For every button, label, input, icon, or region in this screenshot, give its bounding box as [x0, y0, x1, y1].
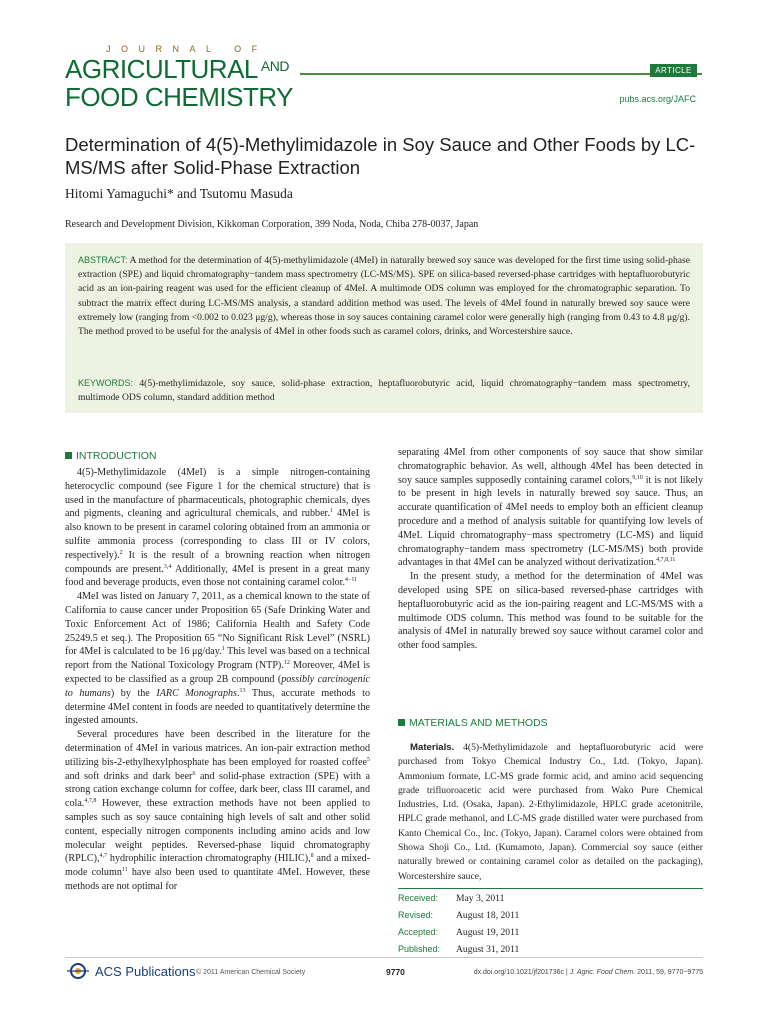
date-row: Published: August 31, 2011: [398, 944, 520, 955]
journal-name-line2: FOOD CHEMISTRY: [65, 82, 293, 112]
footer-rule: [65, 957, 703, 958]
materials-paragraph: [398, 741, 703, 884]
intro-paragraph-1: 4(5)-Methylimidazole (4MeI) is a simple nitrogen-containing heterocyclic compound (see Figure 1 for the chemical structure) that is used in the manufacture of pharmaceuticals, photographic chemicals, dyes and pigments, cleaning and agricultural chemicals, and rubber.$^1$ 4MeI is also known to be present in caramel coloring obtained from an ammonia or sulfite ammonia process (corresponding to class III or IV colors, respectively).$^2$ It is the result of a browning reaction when nitrogen compounds are present.$^{3,4}$ Additionally, 4MeI is present in a great many food and beverage products, even those not containing caramel color.$^{4-11}$: [65, 467, 370, 589]
keywords-label: KEYWORDS:: [78, 378, 134, 388]
materials-label: Materials.: [410, 742, 455, 753]
journal-agricultural: AGRICULTURAL: [65, 54, 258, 84]
date-row: Revised: August 18, 2011: [398, 910, 520, 921]
header-rule: [300, 73, 702, 75]
publisher-name: ACS Publications: [95, 964, 196, 979]
date-row: Received: May 3, 2011: [398, 893, 505, 904]
journal-url-link[interactable]: pubs.acs.org/JAFC: [619, 94, 696, 104]
section-square-icon: [65, 452, 72, 459]
journal-and: AND: [260, 58, 289, 74]
methods-heading-text: MATERIALS AND METHODS: [409, 717, 548, 729]
right-paragraph-1: separating 4MeI from other components of soy sauce that show similar chromatographic behavior. As well, although 4MeI has been detected in soy sauce samples supposedly containing caramel colors,$^{9,10}$ it is not likely to be present in high levels in naturally brewed soy sauce. Thus, an accurate quantification of 4MeI needs to employ both an efficient cleanup procedure and a method of analysis suitable for quantifying low levels of 4MeI. Liquid chromatography−mass spectrometry (LC-MS) and liquid chromatography−tandem mass spectrometry (LC-MS/MS) both provide advantages in that 4MeI can be analyzed without derivatization.$^{4,7,8,11}$: [398, 447, 703, 569]
abstract-text: A method for the determination of 4(5)-methylimidazole (4MeI) in naturally brewed soy sauce was developed for the first time using solid-phase extraction (SPE) and liquid chromatography−tandem mass spectrometry (LC-MS/MS). SPE on silica-based reversed-phase cartridges with heptafluorobutyric acid as an ion-pairing reagent was used for the efficient cleanup of 4MeI. A multimode ODS column was employed for the chromatographic separation. To subtract the matrix effect during LC-MS/MS analysis, a standard addition method was used. The levels of 4MeI found in naturally brewed soy sauce were extremely low (ranging from <0.002 to 0.023 μg/g), whereas those in soy sauces containing caramel color were generally high (ranging from 0.43 to 4.8 μg/g). The method proved to be useful for the analysis of 4MeI in other foods such as caramel colors, drinks, and Worcestershire sauce.: [78, 255, 691, 338]
intro-paragraph-2: 4MeI was listed on January 7, 2011, as a chemical known to the state of California to cause cancer under Proposition 65 (Safe Drinking Water and Toxic Enforcement Act of 1986; California Health and Safety Code 25249.5 et seq.). The Proposition 65 “No Significant Risk Level” (NSRL) for 4MeI is calculated to be 16 μg/day.$^1$ This level was based on a technical report from the National Toxicology Program (NTP).$^{12}$ Moreover, 4MeI is expected to be classified as a group 2B compound (possibly carcinogenic to humans) by the IARC Monographs.$^{13}$ Thus, accurate methods to determine 4MeI content in foods are needed to quantitatively determine the ingested amounts.: [65, 591, 371, 727]
copyright: © 2011 American Chemical Society: [196, 969, 306, 976]
intro-paragraph-3: Several procedures have been described in the literature for the determination of 4MeI in various matrices. An ion-pair extraction method utilizing bis-2-ethylhexylphosphate has been employed for roasted coffee$^5$ and soft drinks and dark beer$^6$ and solid-phase extraction (SPE) with a strong cation exchange column for coffee, dark beer, class III caramel, and cola.$^{4,7,8}$ However, these extraction methods have not been applied to samples such as soy sauce containing high levels of salt and other solid content, especially nitrogen components including amino acids and low molecular weight peptides. Reversed-phase liquid chromatography (RPLC),$^{4,7}$ hydrophilic interaction chromatography (HILIC),$^8$ and a mixed-mode column$^{11}$ have also been used to quantitate 4MeI. However, these methods are not optimal for: [65, 729, 371, 892]
introduction-heading-text: INTRODUCTION: [76, 450, 157, 462]
article-badge: ARTICLE: [650, 64, 697, 77]
materials-text: 4(5)-Methylimidazole and heptafluorobutyric acid were purchased from Tokyo Chemical Industry Co., Ltd. (Tokyo, Japan). Ammonium formate, LC-MS grade formic acid, and amino acid sequencing grade trifluoroacetic acid were purchased from Wako Pure Chemical Industries, Ltd. (Osaka, Japan). 2-Ethylimidazole, HPLC grade acetonitrile, HPLC grade methanol, and LC-MS grade distilled water were purchased from Kanto Chemical Co., Inc. (Tokyo, Japan). Caramel colors were obtained from Showa Shoji Co., Ltd. (Kumamoto, Japan). Commercial soy sauce (either naturally brewed or containing caramel color as detailed on the packaging), Worcestershire sauce,: [398, 742, 703, 882]
journal-of-text: JOURNAL OF: [106, 44, 268, 54]
dates-block: [398, 890, 519, 958]
methods-heading: [398, 717, 548, 729]
materials-section: [398, 741, 703, 884]
page-number: 9770: [386, 967, 405, 977]
paper-title: Determination of 4(5)-Methylimidazole in Soy Sauce and Other Foods by LC-MS/MS after Solid-Phase Extraction: [65, 134, 696, 178]
introduction-heading: [65, 450, 157, 462]
abstract-label: ABSTRACT:: [78, 255, 128, 265]
doi-link[interactable]: dx.doi.org/10.1021/jf201736c: [473, 969, 564, 976]
left-column: [65, 466, 370, 894]
authors: Hitomi Yamaguchi* and Tsutomu Masuda: [65, 186, 293, 201]
section-square-icon: [398, 719, 405, 726]
date-row: Accepted: August 19, 2011: [398, 927, 520, 938]
keywords-text: 4(5)-methylimidazole, soy sauce, solid-phase extraction, heptafluorobutyric acid, liquid chromatography−tandem mass spectrometry, multimode ODS column, standard addition method: [78, 378, 690, 404]
citation: dx.doi.org/10.1021/jf201736c | J. Agric. Food Chem. 2011, 59, 9770−9775: [473, 969, 703, 976]
dates-rule: [398, 888, 703, 889]
right-paragraph-2: In the present study, a method for the determination of 4MeI was developed using SPE on silica-based reversed-phase cartridges with heptafluorobutyric acid as the ion-pairing reagent and LC-MS/MS with a multimode ODS column. This method was found to be suitable for the analysis of 4MeI in naturally brewed soy sauce without caramel color and other food samples.: [398, 571, 703, 652]
affiliation: Research and Development Division, Kikkoman Corporation, 399 Noda, Noda, Chiba 278-0037, Japan: [65, 219, 479, 230]
right-column-top: [398, 446, 703, 653]
acs-logo-icon: [65, 962, 91, 980]
journal-cite: J. Agric. Food Chem.: [569, 969, 636, 976]
keywords: [78, 376, 690, 405]
cite-tail: 2011, 59, 9770−9775: [635, 969, 703, 976]
abstract: [78, 253, 690, 339]
